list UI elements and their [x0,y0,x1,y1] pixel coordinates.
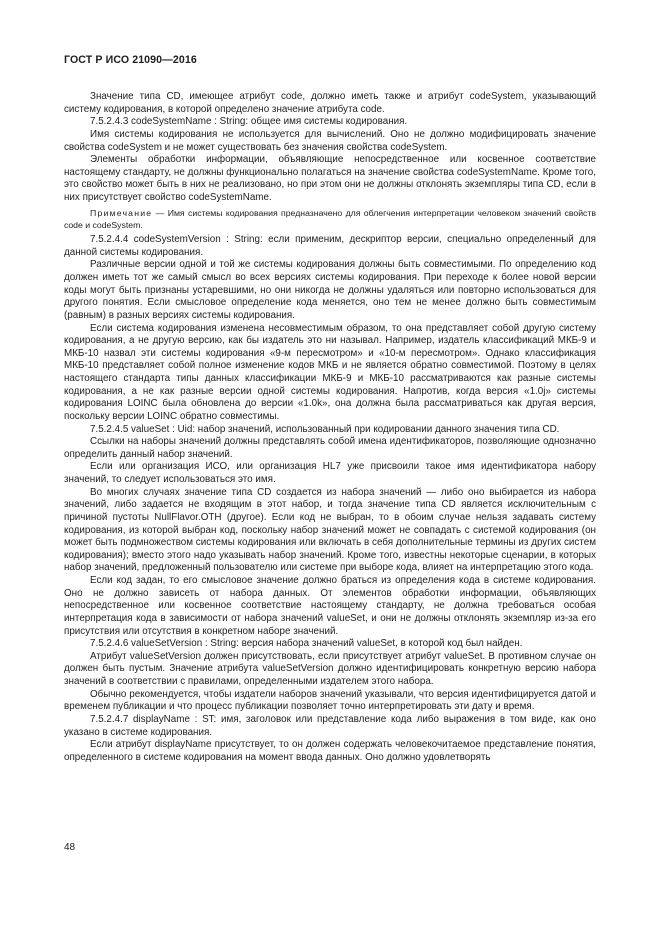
paragraph: 7.5.2.4.3 codeSystemName : String: общее имя системы кодирования. [90,116,408,128]
paragraph: Атрибут valueSetVersion должен присутствовать, если присутствует атрибут valueSet. В противном случае он должен быть пустым. Значение атрибута valueSetVersion должно идентифицировать конкретную версию набора значений в соответствии с правилами, определенными издателем этого набора. [64,650,596,688]
paragraph: Если или организация ИСО, или организация HL7 уже присвоили такое имя идентификатора набору значений, то следует использоваться это имя. [64,461,596,486]
paragraph: Если система кодирования изменена несовместимым образом, то она представляет собой другую систему кодирования, а не другую версию, как бы издатель это ни называл. Например, издатель классификаций МКБ-9 и МКБ-10 назвал эти системы кодирования «9-м пересмотром» и «10-м пересмотром». Однако классификация МКБ-10 представляет собой полное изменение кодов МКБ и не является обратно совместимой. Поэтому в целях настоящего стандарта типы данных классификации МКБ-9 и МКБ-10 рассматриваются как разные системы кодирования, а не как разные версии одной системы кодирования. Напротив, когда версия «1.0j» системы кодирования LOINC была обновлена до версии «1.0k», она должна была рассматриваться как другая версия, поскольку версии LOINC обратно совместимы. [64,322,596,422]
paragraph: Ссылки на наборы значений должны представлять собой имена идентификаторов, позволяющие однозначно определить данный набор значений. [64,436,596,460]
note-text: — Имя системы кодирования предназначено для облегчения интерпретации человеком значений свойств code и codeSystem. [64,207,596,230]
page-header: ГОСТ Р ИСО 21090—2016 [64,54,197,66]
paragraph: 7.5.2.4.4 codeSystemVersion : String: если применим, дескриптор версии, специально определенный для данной системы кодирования. [64,234,596,258]
paragraph: Если код задан, то его смысловое значение должно браться из определения кода в системе кодирования. Оно не должно зависеть от набора данных. От элементов обработки информации, объявляющих непосредственное или косвенное соответствие настоящему стандарту, не должна требоваться особая интерпретация кода в зависимости от набора значений valueSet, и они не должны отклонять экземпляр из-за его присутствия или отсутствия в конкретном наборе значений. [64,575,596,637]
paragraph: 7.5.2.4.7 displayName : ST: имя, заголовок или представление кода либо выражения в том виде, как оно указано в системе кодирования. [64,713,596,738]
paragraph: 7.5.2.4.6 valueSetVersion : String: версия набора значений valueSet, в которой код был найден. [90,638,523,650]
page-number: 48 [64,842,76,853]
document-body [64,91,596,764]
paragraph: Если атрибут displayName присутствует, то он должен содержать человекочитаемое представление понятия, определенного в системе кодирования на момент ввода данных. Оно должно удовлетворять [64,739,596,763]
note [64,207,596,232]
paragraph: 7.5.2.4.5 valueSet : Uid: набор значений, использованный при кодировании данного значения типа CD. [90,423,560,435]
note-label: Примечание [90,207,153,218]
paragraph: Обычно рекомендуется, чтобы издатели наборов значений указывали, что версия идентифицируется датой и временем публикации и что процесс публикации позволяет точно интерпретировать эти дату и время. [64,688,596,713]
paragraph: Значение типа CD, имеющее атрибут code, должно иметь также и атрибут codeSystem, указывающий систему кодирования, в которой определено значение атрибута code. [64,91,596,115]
paragraph: Элементы обработки информации, объявляющие непосредственное или косвенное соответствие настоящему стандарту, не должны функционально полагаться на значение свойства codeSystemName. Кроме того, это свойство может быть в них не реализовано, но при этом они не должны отклонять экземпляры типа CD, если в них присутствует свойство codeSystemName. [64,154,596,203]
paragraph: Различные версии одной и той же системы кодирования должны быть совместимыми. По определению код должен иметь тот же самый смысл во всех версиях системы кодирования. При переходе к более новой версии коды могут быть признаны устаревшими, но они никогда не должны удаляться или повторно использоваться для другого понятия. Если смысловое определение кода меняется, оно тем не менее должно быть совместимым (равным) в разных версиях системы кодирования. [64,259,596,321]
paragraph: Во многих случаях значение типа CD создается из набора значений — либо оно выбирается из набора значений, либо задается не входящим в этот набор, и тогда значение типа CD является исключительным с причиной пустоты NullFlavor.OTH (другое). Если код не выбран, то в обоим случае нельзя задавать систему кодирования, из которой выбран код, поскольку набор значений может не совпадать с системой кодирования (он может быть подмножеством системы кодирования или включать в себя дополнительные термины из других систем кодирования); вместо этого надо указывать набор значений. Кроме того, известны некоторые сценарии, в которых набор значений, предложенный пользователю или системе при выборе кода, влияет на интерпретацию этого кода. [64,486,596,574]
paragraph: Имя системы кодирования не используется для вычислений. Оно не должно модифицировать значение свойства codeSystem и не может существовать без значения свойства codeSystem. [64,128,596,153]
